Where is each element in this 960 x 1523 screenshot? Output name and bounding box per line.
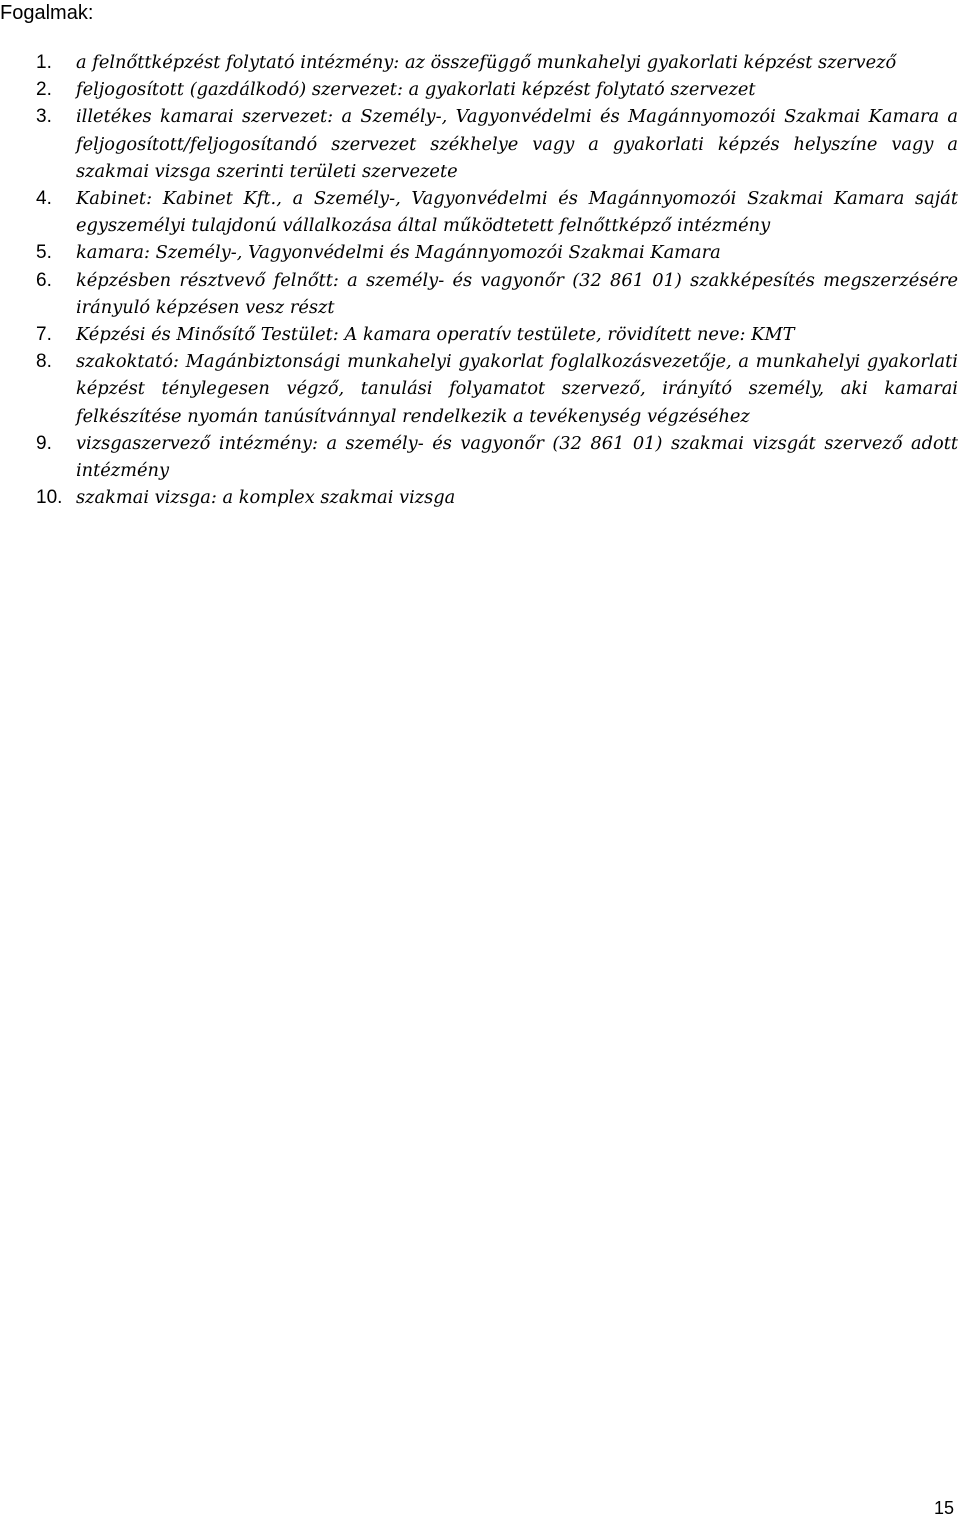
definition-item	[36, 49, 958, 76]
definition-item	[36, 103, 958, 185]
definition-text: a felnőttképzést folytató intézmény: az összefüggő munkahelyi gyakorlati képzést szervező	[76, 52, 897, 73]
definition-number: 4.	[36, 188, 52, 210]
definition-number: 5.	[36, 242, 52, 264]
definition-number: 2.	[36, 79, 52, 101]
definition-number: 9.	[36, 432, 52, 454]
definition-number: 10.	[36, 487, 63, 509]
definition-item	[36, 76, 958, 103]
definition-number: 6.	[36, 269, 52, 291]
definition-item	[36, 267, 958, 321]
definition-text: feljogosított (gazdálkodó) szervezet: a gyakorlati képzést folytató szervezet	[76, 79, 756, 101]
definition-text: illetékes kamarai szervezet: a Személy-, Vagyonvédelmi és Magánnyomozói Szakmai Kamara a feljogosított/feljogosítandó szervezet székhelye vagy a gyakorlati képzés helyszíne vagy a szakmai vizsga szerinti területi szervezete	[76, 106, 958, 182]
definition-number: 7.	[36, 324, 52, 346]
definition-text: szakmai vizsga: a komplex szakmai vizsga	[76, 487, 456, 509]
definition-text: kamara: Személy-, Vagyonvédelmi és Magánnyomozói Szakmai Kamara	[76, 242, 721, 264]
definition-text: képzésben résztvevő felnőtt: a személy- és vagyonőr (32 861 01) szakképesítés megszerzésére irányuló képzésen vesz részt	[76, 269, 958, 318]
definition-text: Kabinet: Kabinet Kft., a Személy-, Vagyonvédelmi és Magánnyomozói Szakmai Kamara saját egyszemélyi tulajdonú vállalkozása által működtetett felnőttképző intézmény	[76, 188, 958, 237]
definition-item	[36, 348, 958, 430]
definition-item	[36, 484, 958, 511]
definition-item	[36, 185, 958, 239]
definition-item	[36, 430, 958, 484]
definition-number: 1.	[36, 52, 52, 73]
definition-number: 8.	[36, 351, 52, 373]
definition-item	[36, 239, 958, 266]
definition-item	[36, 321, 958, 348]
definition-text: vizsgaszervező intézmény: a személy- és vagyonőr (32 861 01) szakmai vizsgát szervező adott intézmény	[76, 432, 958, 482]
definition-number: 3.	[36, 106, 52, 128]
definition-text: Képzési és Minősítő Testület: A kamara operatív testülete, rövidített neve: KMT	[76, 324, 795, 346]
definition-text: szakoktató: Magánbiztonsági munkahelyi gyakorlat foglalkozásvezetője, a munkahelyi gyakorlati képzést ténylegesen végző, tanulási folyamatot szervező, irányító személy, aki kamarai felkészítése nyomán tanúsítvánnyal rendelkezik a tevékenység végzéséhez	[76, 351, 958, 427]
page-number: 15	[933, 1498, 954, 1518]
definitions-list	[36, 49, 958, 511]
page-title: Fogalmak:	[0, 2, 94, 24]
